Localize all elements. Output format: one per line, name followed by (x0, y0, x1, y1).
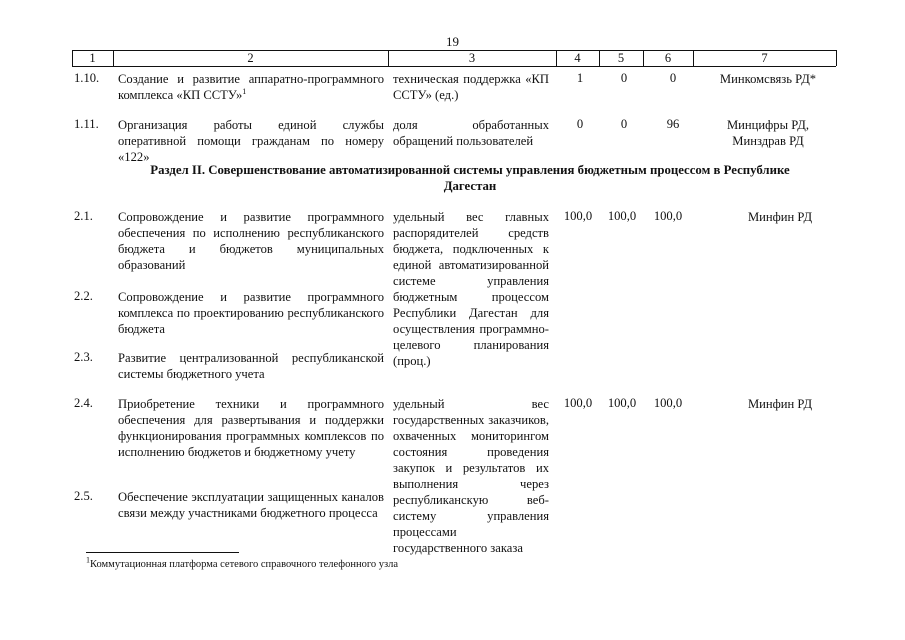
row-value-4: 100,0 (563, 209, 593, 223)
col-header-7: 7 (761, 51, 768, 65)
page-number: 19 (446, 34, 459, 49)
row-name: Сопровождение и развитие программного обеспечения по исполнению республиканского бюджета и бюджетов муниципальных образований (118, 210, 384, 272)
row-name: Создание и развитие аппаратно-программного комплекса «КП ССТУ»$^1$ (118, 72, 384, 102)
row-value-4: 0 (576, 117, 584, 131)
row-value-5: 0 (620, 71, 628, 85)
row-number: 2.5. (74, 489, 93, 503)
row-value-6: 0 (669, 71, 677, 85)
row-name: Сопровождение и развитие программного комплекса по проектированию республиканского бюджета (118, 290, 384, 336)
row-indicator: удельный вес главных распорядителей средств бюджета, подключенных к единой автоматизированной системе управления бюджетным процессом Республики Дагестан для осуществления программно-целевого планирования (проц.) (393, 210, 549, 368)
row-number: 2.4. (74, 396, 93, 410)
footnote-divider (86, 552, 239, 553)
row-executor: Минфин РД (747, 397, 813, 411)
row-name: Организация работы единой службы оперативной помощи гражданам по номеру «122» (118, 118, 384, 164)
row-name: Приобретение техники и программного обеспечения для развертывания и поддержки функционирования программных комплексов по исполнению бюджетов и бюджетному учету (118, 397, 384, 459)
row-number: 2.3. (74, 350, 93, 364)
row-value-4: 1 (576, 71, 584, 85)
row-number: 1.11. (74, 117, 99, 131)
header-bottom-border (72, 66, 836, 67)
col-header-6: 6 (664, 51, 672, 65)
row-value-5: 100,0 (607, 209, 637, 223)
row-value-5: 0 (620, 117, 628, 131)
row-number: 2.1. (74, 209, 93, 223)
row-executor: Минфин РД (747, 210, 813, 224)
row-value-6: 96 (666, 117, 680, 131)
col-header-3: 3 (468, 51, 476, 65)
row-indicator: удельный вес государственных заказчиков, охваченных мониторингом состояния проведения закупок и результатов их выполнения через республиканскую веб-систему управления процессами государственного заказа (393, 397, 549, 555)
row-value-5: 100,0 (607, 396, 637, 410)
row-indicator: техническая поддержка «КП ССТУ» (ед.) (393, 72, 549, 102)
row-number: 2.2. (74, 289, 93, 303)
row-name: Развитие централизованной республиканской системы бюджетного учета (118, 351, 384, 381)
footnote-mark: 1 (86, 555, 90, 565)
section-heading: Раздел II. Совершенствование автоматизированной системы управления бюджетным процессом в Республике Дагестан (150, 163, 790, 193)
col-divider (836, 50, 837, 66)
footnote-ref: 1 (242, 86, 247, 96)
row-executor: Минцифры РД, Минздрав РД (726, 118, 810, 148)
row-value-4: 100,0 (563, 396, 593, 410)
footnote: $^1$Коммутационная платформа сетевого справочного телефонного узла (86, 555, 399, 570)
col-header-4: 4 (574, 51, 581, 65)
row-executor: Минкомсвязь РД* (719, 72, 817, 86)
col-header-2: 2 (247, 51, 254, 65)
col-header-1: 1 (89, 51, 96, 65)
row-value-6: 100,0 (653, 396, 683, 410)
row-name: Обеспечение эксплуатации защищенных каналов связи между участниками бюджетного процесса (118, 490, 384, 520)
row-indicator: доля обработанных обращений пользователей (393, 118, 549, 148)
row-number: 1.10. (74, 71, 100, 85)
row-value-6: 100,0 (653, 209, 683, 223)
col-header-5: 5 (617, 51, 625, 65)
